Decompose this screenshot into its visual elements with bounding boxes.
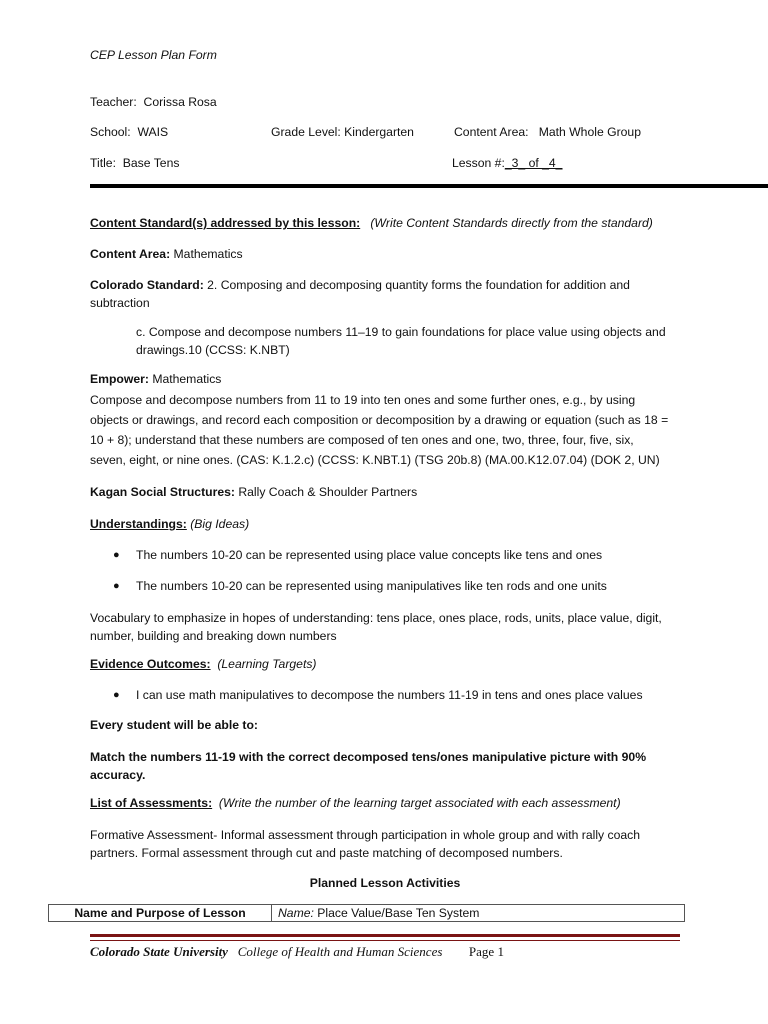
evidence-item: I can use math manipulatives to decompose the numbers 11-19 in tens and ones place values — [136, 688, 643, 702]
understanding-item: The numbers 10-20 can be represented using place value concepts like tens and ones — [136, 548, 603, 562]
table-cell-name — [272, 905, 685, 922]
standards-note: (Write Content Standards directly from the standard) — [370, 216, 653, 230]
lesson-activities-table — [48, 904, 685, 922]
every-student-text: Every student will be able to: — [90, 718, 258, 732]
content-area-value: Math Whole Group — [538, 125, 641, 139]
colorado-standard-text: 2. Composing and decomposing quantity forms the foundation for addition and subtraction — [90, 278, 630, 310]
colorado-sub-item: c. Compose and decompose numbers 11–19 to gain foundations for place value using objects and drawings.10 (CCSS: K.NBT) — [136, 325, 666, 357]
content-area-section-value: Mathematics — [173, 247, 243, 261]
grade-value: Kindergarten — [344, 125, 414, 139]
content-area-line — [90, 247, 243, 261]
evidence-note: (Learning Targets) — [217, 657, 317, 671]
table-cell-name-purpose: Name and Purpose of Lesson — [49, 905, 272, 922]
kagan-line — [90, 485, 417, 499]
lesson-number — [452, 156, 562, 170]
table-row — [49, 905, 685, 922]
assessments-text: Formative Assessment- Informal assessment through participation in whole group and with rally coach partners. Formal assessment through cut and paste matching of decomposed numbers. — [90, 828, 641, 860]
footer — [90, 944, 504, 960]
empower-value: Mathematics — [152, 372, 222, 386]
footer-rule-thick — [90, 934, 680, 937]
header-divider — [90, 184, 768, 188]
empower-label: Empower: — [90, 372, 149, 386]
assessments-heading-line — [90, 796, 621, 810]
understandings-heading-line — [90, 517, 249, 531]
form-title: CEP Lesson Plan Form — [90, 48, 217, 62]
title-label: Title: — [90, 156, 116, 170]
assessments-note: (Write the number of the learning target associated with each assessment) — [218, 796, 621, 810]
vocabulary-text: Vocabulary to emphasize in hopes of understanding: tens place, ones place, rods, units, place value, digit, number, building and breaking down numbers — [90, 611, 662, 643]
understandings-heading: Understandings: — [90, 517, 187, 531]
understandings-note: (Big Ideas) — [190, 517, 250, 531]
footer-rule-thin — [90, 940, 680, 941]
lesson-label: Lesson #: — [452, 156, 505, 170]
evidence-heading-line — [90, 657, 316, 671]
match-text: Match the numbers 11-19 with the correct decomposed tens/ones manipulative picture with 90% accuracy. — [90, 750, 647, 782]
content-area-label: Content Area: — [454, 125, 529, 139]
grade-level — [271, 125, 414, 139]
title-value: Base Tens — [122, 156, 180, 170]
standards-heading-line — [90, 216, 653, 230]
name-label: Name: — [278, 906, 314, 920]
assessments-heading: List of Assessments: — [90, 796, 213, 810]
content-area-section-label: Content Area: — [90, 247, 171, 261]
content-area-header — [454, 125, 641, 139]
bullet-icon: ● — [113, 549, 120, 561]
empower-line — [90, 372, 221, 386]
school-label: School: — [90, 125, 131, 139]
evidence-heading: Evidence Outcomes: — [90, 657, 211, 671]
footer-university: Colorado State University — [90, 944, 228, 959]
name-value: Place Value/Base Ten System — [317, 906, 480, 920]
empower-text: Compose and decompose numbers from 11 to 19 into ten ones and some further ones, e.g., by using objects or drawings, and record each composition or decomposition by a drawing or equation (such as 18 = 10 + 8); understand that these numbers are composed of ten ones and one, two, three, four, five, six, seven, eight, or nine ones. (CAS: K.1.2.c) (CCSS: K.NBT.1) (TSG 20b.8) (MA.00.K12.07.04) (DOK 2, UN) — [90, 393, 669, 467]
kagan-value: Rally Coach & Shoulder Partners — [238, 485, 418, 499]
title-line — [90, 156, 179, 170]
grade-label: Grade Level: — [271, 125, 341, 139]
teacher-label: Teacher: — [90, 95, 137, 109]
colorado-standard — [90, 276, 670, 312]
understanding-item: The numbers 10-20 can be represented using manipulatives like ten rods and one units — [136, 579, 607, 593]
bullet-icon: ● — [113, 689, 120, 701]
bullet-icon: ● — [113, 580, 120, 592]
planned-activities-heading: Planned Lesson Activities — [309, 876, 461, 890]
footer-college: College of Health and Human Sciences — [237, 944, 443, 959]
kagan-label: Kagan Social Structures: — [90, 485, 235, 499]
colorado-standard-label: Colorado Standard: — [90, 278, 204, 292]
school-line — [90, 125, 168, 139]
lesson-value: _3_ of _4_ — [504, 156, 563, 170]
teacher-name: Corissa Rosa — [143, 95, 217, 109]
footer-page: Page 1 — [468, 944, 504, 959]
standards-heading: Content Standard(s) addressed by this lesson: — [90, 216, 361, 230]
school-name: WAIS — [137, 125, 169, 139]
teacher-line — [90, 95, 217, 109]
